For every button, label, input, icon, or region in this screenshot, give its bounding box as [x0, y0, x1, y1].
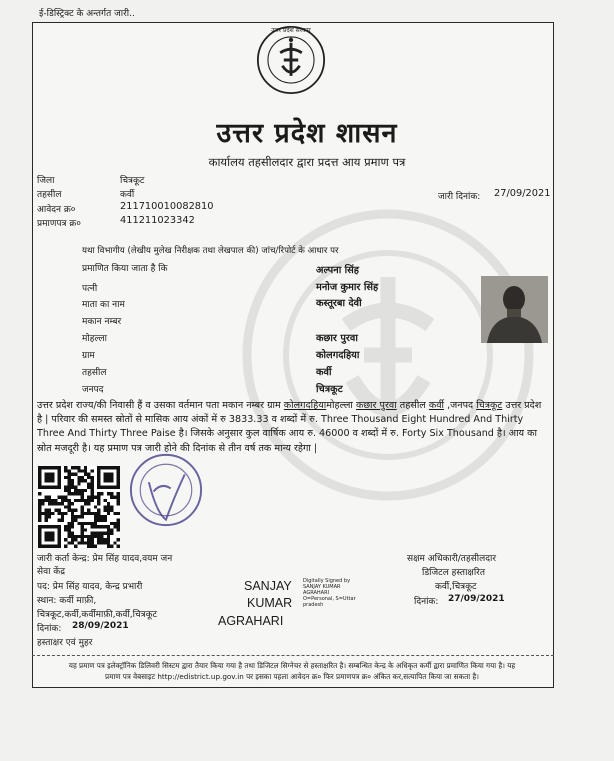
certificate-body: उत्तर प्रदेश राज्य/की निवासी हैं व उसका वर्तमान पता मकान नम्बर ग्राम कोलगदहियामोहल्ला कछार पुरवा तहसील कर्वी ,जनपद चित्रकूट उत्तर प्रदेश है | परिवार की समस्त स्रोतों से मासिक आय अंकों में रु 3833.33 व शब्दों में रु. Three Thousand Eight Hundred And Thirty Three And Thirty Three Paise है। जिसके अनुसार कुल वार्षिक आय रु. 46000 व शब्दों में रु. Forty Six Thousand है। आय का स्रोत मजदूरी है। यह प्रमाण पत्र जारी होने की दिनांक से तीन वर्ष तक मान्य रहेगा | [37, 400, 542, 454]
top-note: ई-डिस्ट्रिक्ट के अन्तर्गत जारी.. [39, 9, 135, 19]
applicant-photo [481, 276, 548, 343]
husband-name: मनोज कुमार सिंह [316, 282, 379, 293]
applicant-tehsil-value: कर्वी [316, 367, 332, 378]
officer-location: कर्वी,चित्रकूट [435, 582, 477, 592]
issuer-date-label: दिनांक: [37, 624, 62, 634]
application-label: आवेदन क्र० [37, 205, 76, 215]
up-government-emblem-icon [255, 24, 327, 96]
page-title: उत्तर प्रदेश शासन [216, 118, 398, 149]
emblem-caption: उत्तर प्रदेश सरकार [271, 27, 311, 34]
village-value: कोलगदहिया [316, 350, 360, 361]
signer-name-line-3: AGRAHARI [218, 614, 284, 628]
official-stamp-icon [127, 450, 205, 530]
husband-label: पत्नी [82, 284, 98, 294]
district-label: जिला [37, 176, 55, 186]
locality-value: कछार पुरवा [316, 333, 358, 344]
locality-label: मोहल्ला [82, 334, 107, 344]
issuer-date-value: 28/09/2021 [72, 621, 129, 631]
intro-line-1: यथा विभागीय (लेखीय मुलेख निरीक्षक तथा लेखपाल की) जांच/रिपोर्ट के आधार पर [82, 246, 339, 256]
mother-name: कस्तूरबा देवी [316, 298, 362, 309]
digital-signature-note: Digitally Signed by SANJAY KUMAR AGRAHARI O=Personal, S=Uttar pradesh [303, 578, 356, 608]
applicant-tehsil-label: तहसील [82, 368, 107, 378]
issuer-place: स्थान: कर्वी माफ़ी, [37, 596, 97, 606]
certificate-number: 411211023342 [120, 215, 195, 226]
applicant-name: अल्पना सिंह [316, 265, 359, 276]
footer-divider [32, 655, 554, 656]
footer-note: यह प्रमाण पत्र इलेक्ट्रॉनिक डिलिवरी सिस्टम द्वारा तैयार किया गया है तथा डिजिटल सिग्नेचर से हस्ताक्षरित है। सम्बन्धित केन्द्र के अधिकृत कर्मी द्वारा प्रमाणित किया गया है। यह प्रमाण पत्र वेबसाइट http://edistrict.up.gov.in पर इसका पहला आवेदन क्र० फिर प्रमाणपत्र क्र० अंकित कर,सत्यापित किया जा सकता है। [68, 661, 516, 681]
applicant-district-label: जनपद [82, 385, 104, 395]
qr-code-icon [38, 466, 120, 548]
page-subtitle: कार्यालय तहसीलदार द्वारा प्रदत्त आय प्रमाण पत्र [208, 155, 406, 169]
intro-line-2: प्रमाणित किया जाता है कि [82, 264, 168, 274]
mother-label: माता का नाम [82, 300, 125, 310]
issue-date-label: जारी दिनांक: [438, 192, 481, 202]
signature-seal-label: हस्ताक्षर एवं मुहर [37, 638, 93, 648]
tehsil-label: तहसील [37, 190, 62, 200]
issuing-center-cont: सेवा केंद्र [37, 567, 65, 577]
signer-name-line-1: SANJAY [244, 579, 292, 593]
village-label: ग्राम [82, 351, 95, 361]
certificate-label: प्रमाणपत्र क्र० [37, 219, 81, 229]
tehsil-value: कर्वी [120, 190, 135, 200]
officer-date-value: 27/09/2021 [448, 594, 505, 604]
issuing-center: जारी कर्ता केन्द्र: प्रेम सिंह यादव,वयम जन [37, 554, 173, 564]
competent-officer: सक्षम अधिकारी/तहसीलदार [407, 554, 497, 564]
signer-name-line-2: KUMAR [247, 596, 293, 610]
house-label: मकान नम्बर [82, 317, 122, 327]
issuer-place-detail: चित्रकूट,कर्वी,कर्वीमाफ़ी,कर्वी,चित्रकूट [37, 610, 158, 620]
issue-date-value: 27/09/2021 [494, 188, 551, 199]
application-number: 211710010082810 [120, 201, 214, 212]
officer-date-label: दिनांक: [414, 597, 439, 607]
district-value: चित्रकूट [120, 176, 145, 186]
digitally-signed-label: डिजिटल हस्ताक्षरित [422, 568, 485, 578]
applicant-district-value: चित्रकूट [316, 384, 343, 395]
issuer-post: पद: प्रेम सिंह यादव, केन्द्र प्रभारी [37, 582, 143, 592]
